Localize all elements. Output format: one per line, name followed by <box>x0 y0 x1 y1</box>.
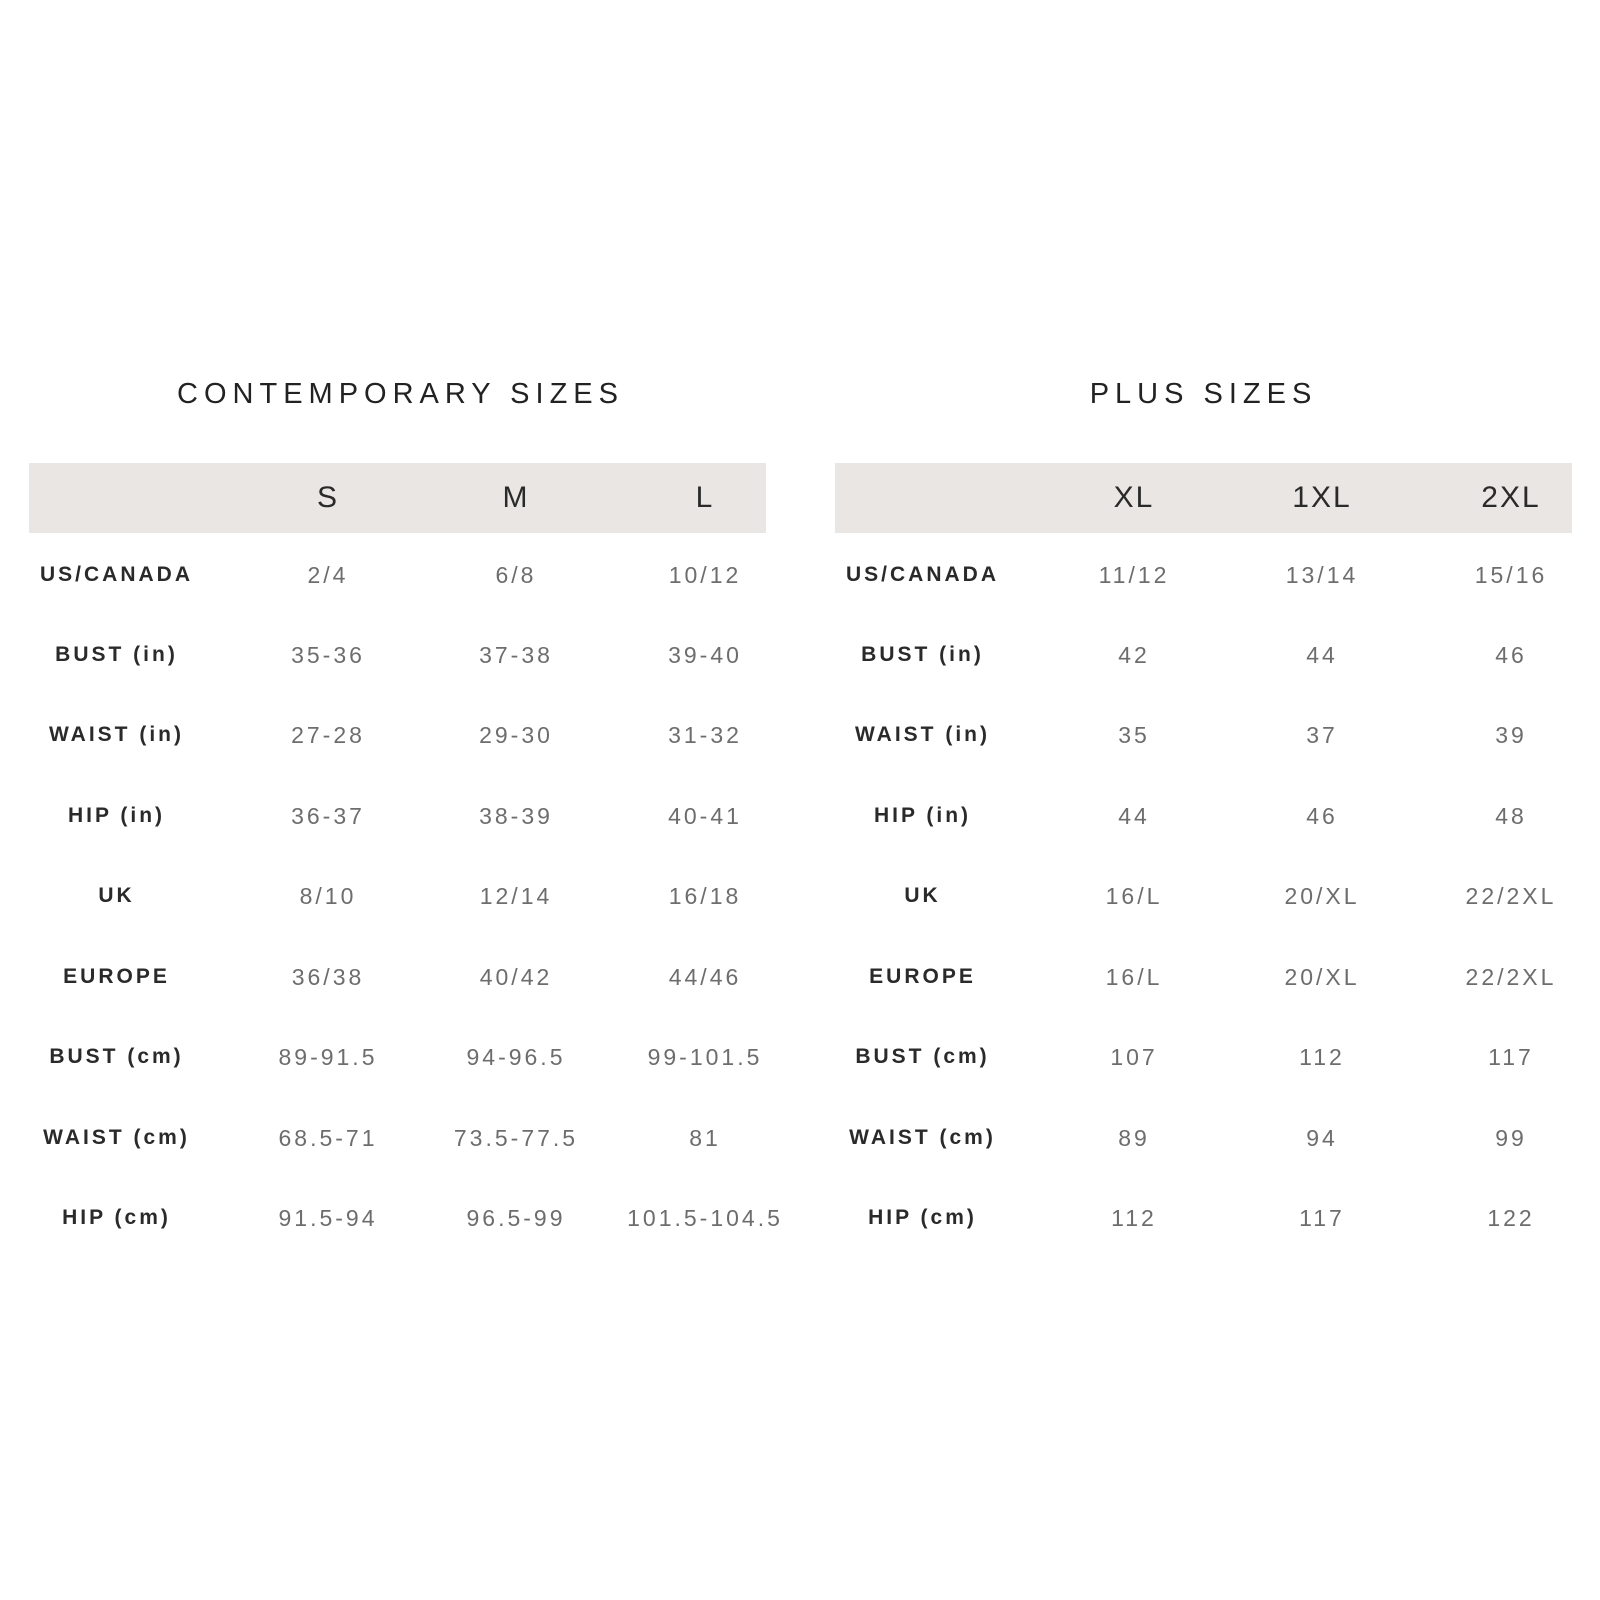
table-cell: 112 <box>1299 1044 1345 1070</box>
table-cell: 16/L <box>1105 883 1163 909</box>
table-cell: 20/XL <box>1284 964 1360 990</box>
table-cell: 73.5-77.5 <box>453 1125 579 1151</box>
table-row <box>835 1198 1572 1238</box>
table-row <box>29 555 766 595</box>
table-cell: 37 <box>1306 722 1338 748</box>
size-label-xl: XL <box>1113 481 1155 514</box>
table-cell: 101.5-104.5 <box>627 1205 783 1231</box>
table-row <box>29 1198 783 1238</box>
table-cell: 46 <box>1306 803 1338 829</box>
table-cell: 6/8 <box>495 562 537 588</box>
row-label-waist-in: WAIST (in) <box>855 723 990 746</box>
row-label-europe: EUROPE <box>869 965 976 988</box>
table-cell: 16/18 <box>668 883 742 909</box>
table-cell: 112 <box>1111 1205 1157 1231</box>
table-cell: 99 <box>1495 1125 1527 1151</box>
table-cell: 81 <box>689 1125 721 1151</box>
table-cell: 122 <box>1487 1205 1535 1231</box>
row-label-uk: UK <box>904 884 941 907</box>
contemporary-sizes-title: CONTEMPORARY SIZES <box>177 378 624 410</box>
row-label-bust-cm: BUST (cm) <box>49 1045 184 1068</box>
row-label-us-canada: US/CANADA <box>846 563 999 586</box>
table-cell: 15/16 <box>1474 562 1548 588</box>
table-cell: 89 <box>1118 1125 1150 1151</box>
table-cell: 36/38 <box>291 964 365 990</box>
table-row <box>29 1037 766 1077</box>
table-cell: 44 <box>1306 642 1338 668</box>
table-cell: 96.5-99 <box>466 1205 566 1231</box>
plus-size-header <box>835 463 1572 533</box>
table-cell: 39-40 <box>668 642 742 668</box>
row-label-uk: UK <box>98 884 135 907</box>
table-row <box>835 876 1572 916</box>
table-cell: 48 <box>1495 803 1527 829</box>
table-cell: 39 <box>1495 722 1527 748</box>
table-cell: 107 <box>1110 1044 1158 1070</box>
table-cell: 35 <box>1118 722 1150 748</box>
table-cell: 44 <box>1118 803 1150 829</box>
row-label-waist-cm: WAIST (cm) <box>849 1126 996 1149</box>
row-label-waist-in: WAIST (in) <box>49 723 184 746</box>
row-label-bust-in: BUST (in) <box>861 643 984 666</box>
row-label-bust-cm: BUST (cm) <box>855 1045 990 1068</box>
table-row <box>835 555 1572 595</box>
table-cell: 37-38 <box>479 642 553 668</box>
table-row <box>835 957 1572 997</box>
row-label-hip-in: HIP (in) <box>873 804 972 827</box>
table-row <box>835 1037 1572 1077</box>
table-cell: 94 <box>1306 1125 1338 1151</box>
table-row <box>835 796 1572 836</box>
table-cell: 2/4 <box>307 562 349 588</box>
row-label-waist-cm: WAIST (cm) <box>43 1126 190 1149</box>
table-cell: 20/XL <box>1284 883 1360 909</box>
table-cell: 91.5-94 <box>278 1205 378 1231</box>
table-cell: 40-41 <box>668 803 742 829</box>
row-label-hip-in: HIP (in) <box>67 804 166 827</box>
table-cell: 117 <box>1488 1044 1534 1070</box>
table-row <box>29 1118 766 1158</box>
table-cell: 89-91.5 <box>278 1044 378 1070</box>
size-label-l: L <box>695 481 715 514</box>
table-cell: 36-37 <box>291 803 365 829</box>
table-row <box>29 876 766 916</box>
table-cell: 22/2XL <box>1465 964 1557 990</box>
table-cell: 99-101.5 <box>647 1044 763 1070</box>
table-cell: 8/10 <box>299 883 357 909</box>
table-row <box>835 715 1572 755</box>
table-cell: 94-96.5 <box>466 1044 566 1070</box>
table-cell: 68.5-71 <box>278 1125 378 1151</box>
table-cell: 46 <box>1495 642 1527 668</box>
size-label-s: S <box>316 481 339 514</box>
table-cell: 11/12 <box>1098 562 1170 588</box>
table-cell: 117 <box>1299 1205 1345 1231</box>
table-cell: 38-39 <box>479 803 553 829</box>
table-cell: 40/42 <box>479 964 553 990</box>
table-cell: 16/L <box>1105 964 1163 990</box>
table-row <box>29 957 766 997</box>
table-cell: 35-36 <box>291 642 365 668</box>
table-cell: 12/14 <box>479 883 553 909</box>
table-cell: 44/46 <box>668 964 742 990</box>
table-cell: 29-30 <box>479 722 553 748</box>
table-cell: 22/2XL <box>1465 883 1557 909</box>
table-row <box>29 796 766 836</box>
table-row <box>835 1118 1572 1158</box>
row-label-europe: EUROPE <box>63 965 170 988</box>
row-label-us-canada: US/CANADA <box>40 563 193 586</box>
table-row <box>835 635 1572 675</box>
table-cell: 10/12 <box>668 562 742 588</box>
table-cell: 31-32 <box>668 722 742 748</box>
table-row <box>29 635 766 675</box>
table-cell: 42 <box>1118 642 1150 668</box>
table-cell: 27-28 <box>291 722 365 748</box>
size-label-m: M <box>502 481 530 514</box>
plus-sizes-title: PLUS SIZES <box>1089 378 1318 410</box>
size-label-1xl: 1XL <box>1292 481 1352 514</box>
table-cell: 13/14 <box>1285 562 1359 588</box>
contemporary-size-header <box>29 463 766 533</box>
row-label-hip-cm: HIP (cm) <box>868 1206 977 1229</box>
row-label-bust-in: BUST (in) <box>55 643 178 666</box>
size-label-2xl: 2XL <box>1481 481 1541 514</box>
row-label-hip-cm: HIP (cm) <box>62 1206 171 1229</box>
table-row <box>29 715 766 755</box>
